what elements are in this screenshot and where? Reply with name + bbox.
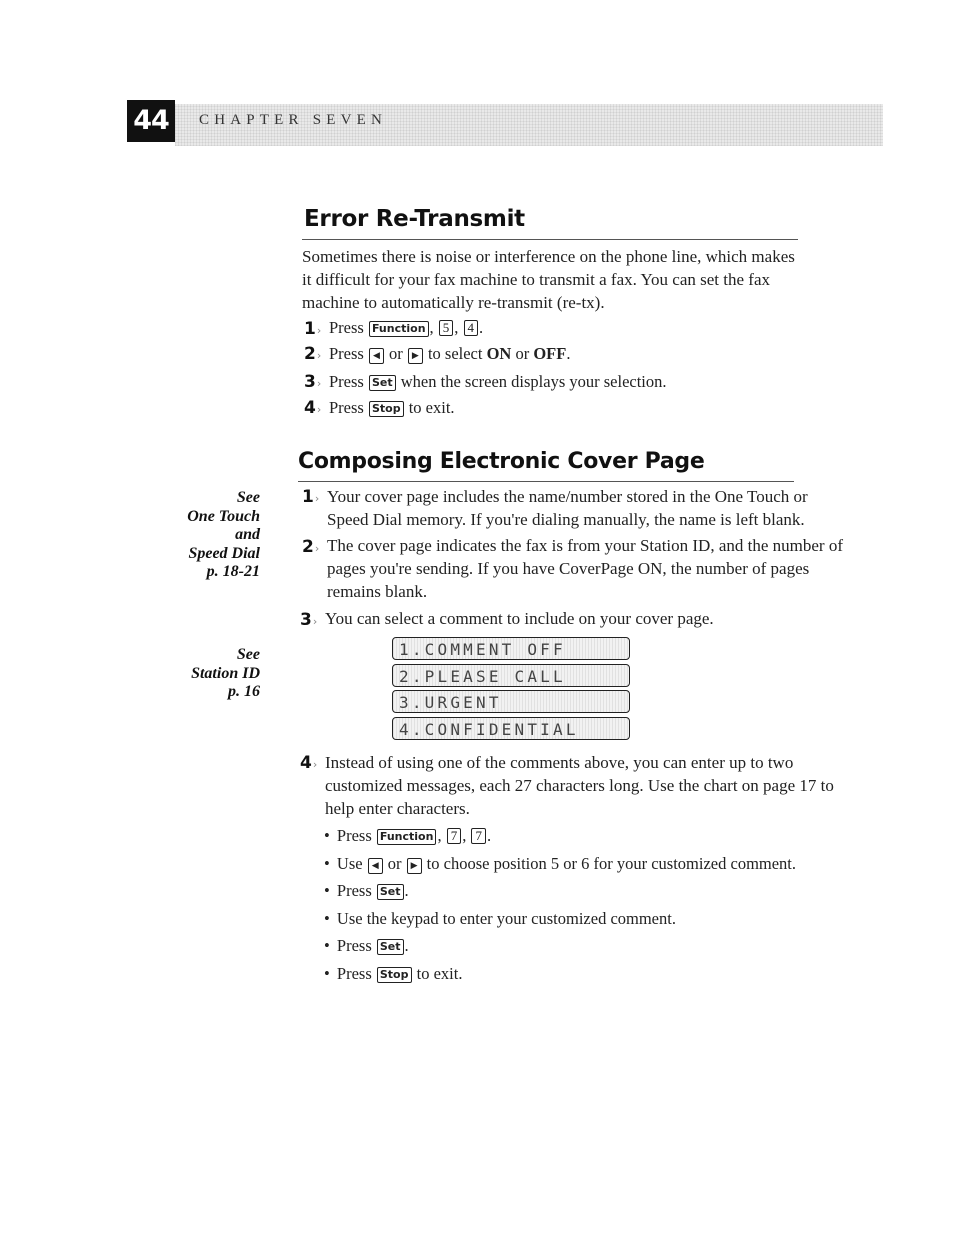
lcd-option-comment-off: 1.COMMENT OFF — [392, 637, 630, 660]
right-arrow-key-icon: ▶ — [407, 858, 422, 874]
key-7: 7 — [471, 828, 486, 844]
step-number: 4 › — [304, 397, 321, 421]
section-title-error-retransmit: Error Re-Transmit — [304, 206, 525, 232]
step-4: Press Stop to exit. — [329, 398, 455, 417]
section-intro: Sometimes there is noise or interference on the phone line, which makes it difficult for your fax machine to transmit a fax. You can set the fax machine to automatically re-transmit (re-tx). — [302, 247, 795, 312]
section-divider — [302, 239, 798, 240]
item-number: 4 › — [300, 752, 317, 776]
item-3-text: You can select a comment to include on your cover page. — [325, 609, 714, 628]
item-2-text: The cover page indicates the fax is from your Station ID, and the number of pages you're sending. If you have CoverPage ON, the number of pages remains blank. — [327, 536, 843, 601]
section-title-cover-page: Composing Electronic Cover Page — [298, 449, 705, 474]
set-key: Set — [377, 939, 404, 955]
bullet-press-function: • Press Function , 7 , 7 . — [324, 825, 491, 847]
item-number: 1 › — [302, 486, 319, 510]
function-key: Function — [369, 321, 429, 337]
lcd-option-confidential: 4.CONFIDENTIAL — [392, 717, 630, 740]
sidenote-station-id: See Station ID p. 16 — [191, 646, 260, 700]
sidenote-one-touch: See One Touch and Speed Dial p. 18-21 — [187, 489, 260, 580]
step-1: Press Function , 5 , 4 . — [329, 318, 484, 337]
step-number: 1 › — [304, 318, 321, 342]
item-4-text: Instead of using one of the comments above, you can enter up to two customized messages, each 27 characters long. Use the chart on page 17 to help enter characters. — [325, 753, 834, 818]
stop-key: Stop — [377, 967, 412, 983]
item-1-text: Your cover page includes the name/number stored in the One Touch or Speed Dial memory. If you're dialing manually, the name is left blank. — [327, 487, 808, 529]
step-number: 2 › — [304, 343, 321, 367]
section-divider — [298, 481, 794, 482]
bullet-use-keypad: • Use the keypad to enter your customized comment. — [324, 908, 676, 930]
stop-key: Stop — [369, 401, 404, 417]
chapter-label: CHAPTER SEVEN — [199, 112, 388, 128]
left-arrow-key-icon: ◀ — [369, 348, 384, 364]
right-arrow-key-icon: ▶ — [408, 348, 423, 364]
page-number: 44 — [127, 100, 175, 142]
item-number: 2 › — [302, 536, 319, 560]
key-5: 5 — [439, 320, 454, 336]
key-7: 7 — [447, 828, 462, 844]
step-number: 3 › — [304, 371, 321, 395]
step-2: Press ◀ or ▶ to select ON or OFF. — [329, 344, 571, 363]
lcd-option-please-call: 2.PLEASE CALL — [392, 664, 630, 687]
bullet-choose-position: • Use ◀ or ▶ to choose position 5 or 6 for your customized comment. — [324, 853, 796, 875]
set-key: Set — [369, 375, 396, 391]
step-3: Press Set when the screen displays your selection. — [329, 372, 667, 391]
item-number: 3 › — [300, 609, 317, 633]
left-arrow-key-icon: ◀ — [368, 858, 383, 874]
key-4: 4 — [464, 320, 479, 336]
bullet-press-set: • Press Set . — [324, 880, 409, 902]
bullet-press-set: • Press Set . — [324, 935, 409, 957]
bullet-press-stop: • Press Stop to exit. — [324, 963, 462, 985]
set-key: Set — [377, 884, 404, 900]
lcd-option-urgent: 3.URGENT — [392, 690, 630, 713]
function-key: Function — [377, 829, 437, 845]
